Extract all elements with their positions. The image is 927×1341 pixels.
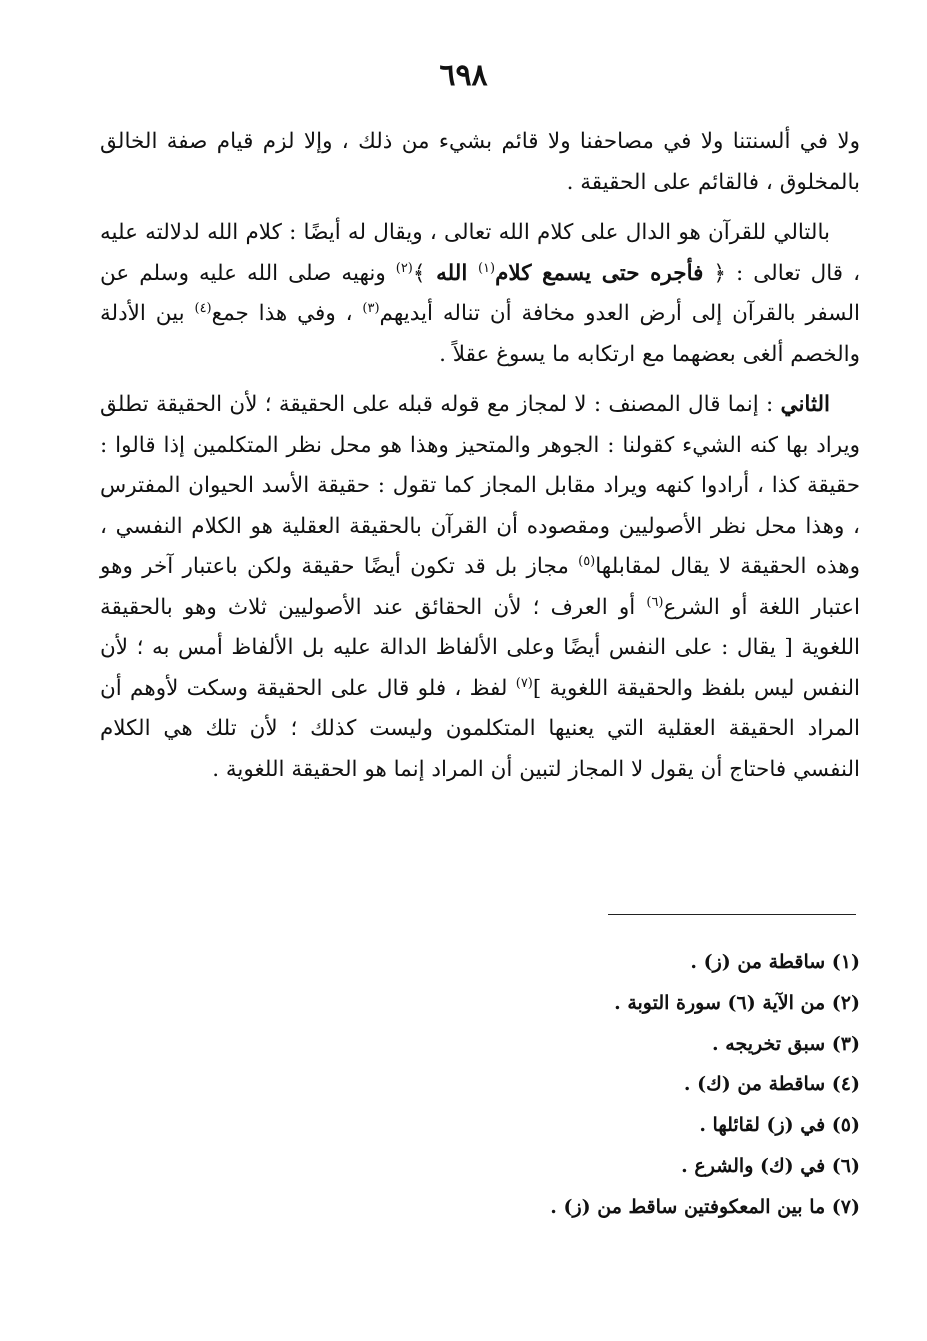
footnotes	[100, 942, 860, 1228]
footnote-ref: (٦)	[646, 594, 664, 610]
paragraph	[100, 213, 860, 375]
text-segment: ، وفي هذا جمع	[211, 301, 363, 326]
footnote: (٣) سبق تخريجه .	[712, 1032, 860, 1055]
footnote-ref: (٣)	[362, 300, 380, 316]
main-text	[100, 122, 860, 800]
footnote-ref: (١)	[477, 260, 496, 276]
text-segment: ونهيه صلى الله عليه وسلم عن السفر بالقرآن إلى أرض العدو مخافة أن تناله أيديهم	[100, 260, 860, 326]
paragraph	[100, 385, 860, 790]
footnote-divider	[608, 914, 856, 915]
text-segment: بين الأدلة والخصم ألغى بعضهما مع ارتكابه ما يسوغ عقلاً .	[100, 301, 860, 367]
bold-text: الثاني	[780, 392, 830, 417]
footnote-ref: (٥)	[578, 553, 596, 569]
footnote-ref: (٢)	[395, 260, 413, 276]
page-number: ٦٩٨	[439, 58, 488, 93]
footnote: (٧) ما بين المعكوفتين ساقط من (ز) .	[550, 1195, 860, 1218]
text-segment: بالتالي للقرآن هو الدال على كلام الله تعالى ، ويقال له أيضًا : كلام الله لدلالته عليه ، قال تعالى : ﴿	[100, 220, 861, 286]
text-segment: : إنما قال المصنف : لا لمجاز مع قوله قبله على الحقيقة ؛ لأن الحقيقة تطلق ويراد بها كنه الشيء كقولنا : الجوهر والمتحيز وهذا هو محل نظر المتكلمين إذا قالوا : حقيقة كذا ، أرادوا كنهه ويراد مقابل المجاز كما تقول : حقيقة الأسد الحيوان المفترس ، وهذا محل نظر الأصوليين ومقصوده أن القرآن بالحقيقة العقلية هو الكلام النفسي ، وهذه الحقيقة لا يقال لمقابلها	[100, 392, 860, 579]
footnote: (٤) ساقطة من (ك) .	[683, 1073, 860, 1096]
bold-text: فأجره حتى يسمع كلام	[495, 260, 704, 286]
footnote: (٦) في (ك) والشرع .	[681, 1154, 860, 1177]
bold-text: الله	[425, 260, 478, 286]
footnote-ref: (٤)	[194, 300, 212, 316]
text-segment: أو العرف ؛ لأن الحقائق عند الأصوليين ثلاث وهو بالحقيقة اللغوية [ يقال : على النفس أيضًا وعلى الألفاظ الدالة عليه بل الألفاظ أمس به ؛ لأن النفس ليس بلفظ والحقيقة اللغوية ]	[100, 594, 860, 701]
text-segment: مجاز بل قد تكون أيضًا حقيقة ولكن باعتبار آخر وهو اعتبار اللغة أو الشرع	[100, 554, 860, 620]
footnote: (١) ساقطة من (ز) .	[690, 951, 860, 973]
text-segment: لفظ ، فلو قال على الحقيقة وسكت لأوهم أن المراد الحقيقة العقلية التي يعنيها المتكلمون وليست كذلك ؛ لأن تلك هي الكلام النفسي فاحتاج أن يقول لا المجاز لتبين أن المراد إنما هو الحقيقة اللغوية .	[100, 675, 860, 782]
footnote: (٥) في (ز) لقائلها .	[699, 1114, 860, 1137]
text-segment: ولا في ألسنتنا ولا في مصاحفنا ولا قائم بشيء من ذلك ، وإلا لزم قيام صفة الخالق بالمخلوق ، فالقائم على الحقيقة .	[100, 129, 860, 195]
footnote: (٢) من الآية (٦) سورة التوبة .	[614, 991, 860, 1014]
footnote-ref: (٧)	[515, 675, 533, 691]
text-segment: ﴾	[412, 260, 426, 286]
paragraph	[100, 122, 860, 203]
